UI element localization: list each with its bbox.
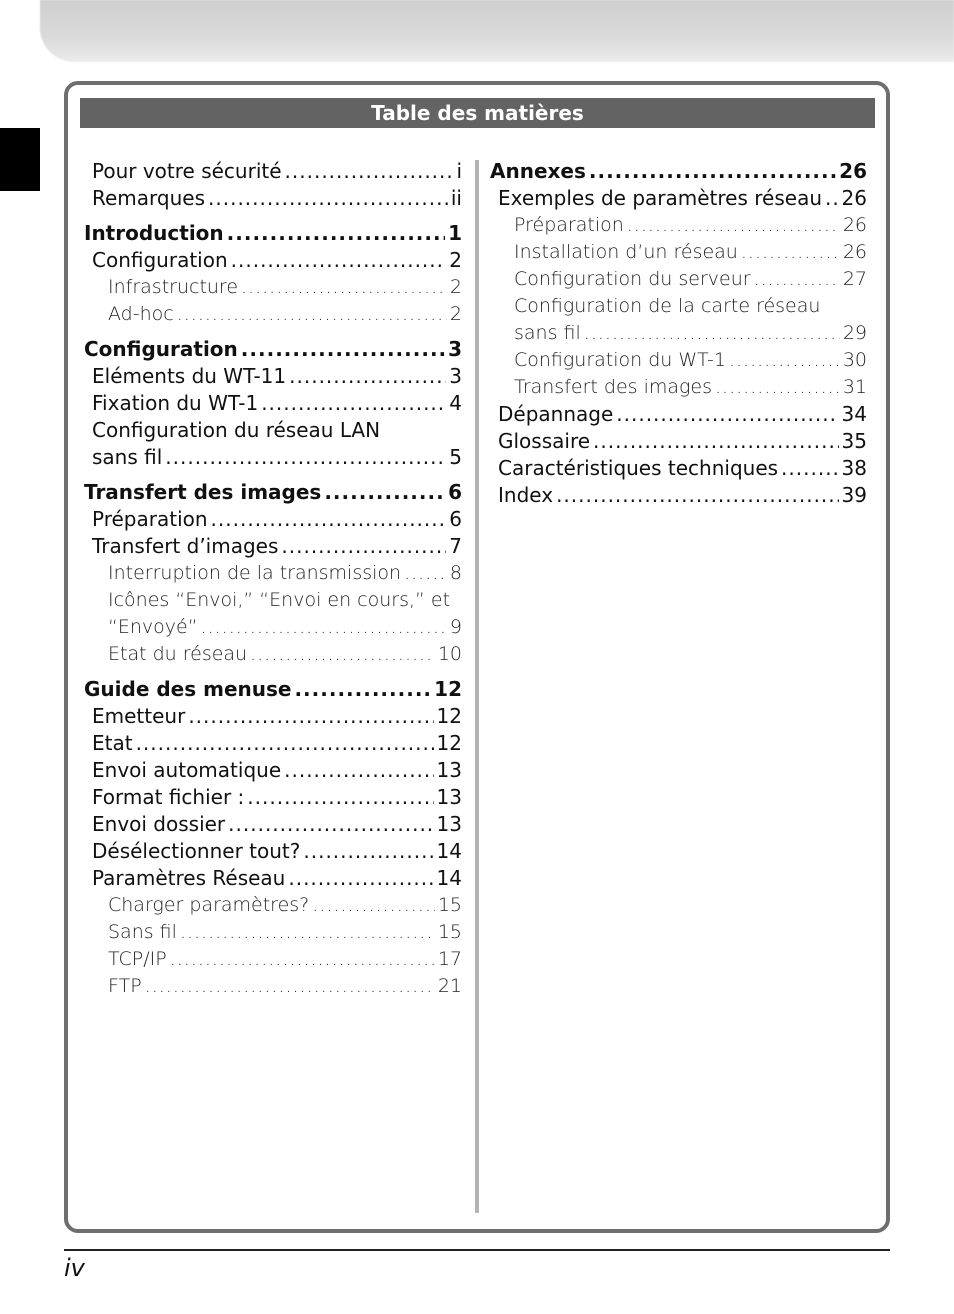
dot-leader [170, 946, 435, 973]
toc-entry-title: sans fil [514, 322, 581, 344]
toc-entry-page: 12 [436, 704, 462, 728]
toc-entry[interactable] [92, 185, 462, 212]
toc-entry-title: Index [498, 483, 554, 507]
toc-entry[interactable] [108, 892, 462, 919]
toc-entry-page: 6 [449, 507, 462, 531]
toc-entry-page: 10 [437, 643, 462, 665]
toc-entry-page: 14 [436, 866, 462, 890]
toc-entry-title: Infrastructure [108, 276, 239, 298]
toc-entry-page: 26 [841, 186, 867, 210]
toc-entry[interactable] [92, 158, 462, 185]
dot-leader [556, 482, 838, 509]
toc-entry[interactable] [498, 401, 867, 428]
toc-entry-page: 4 [449, 391, 462, 415]
dot-leader [584, 320, 840, 347]
toc-entry-page: 3 [448, 337, 462, 361]
toc-left-column [84, 158, 462, 1000]
toc-entry-title: Fixation du WT-1 [92, 391, 259, 415]
toc-entry-title: Transfert des images [514, 376, 712, 398]
dot-leader [231, 247, 447, 274]
toc-entry-page: 1 [448, 221, 462, 245]
toc-entry-page: 30 [842, 349, 867, 371]
toc-entry-page: 12 [434, 677, 462, 701]
toc-entry-page: 31 [842, 376, 867, 398]
toc-entry-page: 2 [449, 276, 462, 298]
toc-entry[interactable] [92, 533, 462, 560]
toc-entry-page: 15 [437, 894, 462, 916]
toc-entry[interactable] [490, 158, 867, 185]
toc-entry[interactable] [108, 301, 462, 328]
toc-entry-title: Configuration [92, 248, 228, 272]
dot-leader [289, 363, 446, 390]
dot-leader [589, 158, 836, 185]
toc-entry[interactable] [92, 784, 462, 811]
dot-leader [145, 973, 435, 1000]
toc-entry-title: “Envoyé” [108, 616, 198, 638]
toc-entry[interactable] [92, 703, 462, 730]
toc-entry-title: Désélectionner tout? [92, 839, 301, 863]
dot-leader [404, 560, 447, 587]
toc-entry-page: 12 [436, 731, 462, 755]
toc-entry-title: Charger paramètres? [108, 894, 310, 916]
dot-leader [165, 444, 446, 471]
toc-entry-page: 7 [449, 534, 462, 558]
toc-entry-page: 2 [449, 303, 462, 325]
toc-entry-title: Glossaire [498, 429, 591, 453]
dot-leader [825, 185, 839, 212]
dot-leader [241, 336, 445, 363]
dot-leader [294, 676, 431, 703]
toc-entry[interactable] [498, 428, 867, 455]
toc-entry[interactable] [498, 455, 867, 482]
toc-entry-page: 6 [448, 480, 462, 504]
toc-entry[interactable] [92, 363, 462, 390]
toc-entry-lead: Configuration du réseau LAN [92, 418, 381, 442]
toc-entry-title: Dépannage [498, 402, 614, 426]
page-header-band [40, 0, 954, 62]
dot-leader [247, 784, 433, 811]
toc-entry-title: Emetteur [92, 704, 186, 728]
toc-entry[interactable] [108, 641, 462, 668]
dot-leader [729, 347, 840, 374]
toc-entry-page: 34 [841, 402, 867, 426]
toc-entry[interactable] [514, 320, 867, 347]
toc-entry-page: 38 [841, 456, 867, 480]
toc-entry[interactable] [108, 946, 462, 973]
dot-leader [227, 220, 445, 247]
toc-entry-title: Installation d’un réseau [514, 241, 738, 263]
toc-entry[interactable] [108, 614, 462, 641]
toc-entry[interactable] [514, 239, 867, 266]
toc-entry-title: Exemples de paramètres réseau [498, 186, 823, 210]
toc-entry-title: Configuration du serveur [514, 268, 751, 290]
dot-leader [136, 730, 434, 757]
toc-entry-title: Format fichier : [92, 785, 245, 809]
toc-entry-title: Transfert des images [84, 480, 322, 504]
page-number: iv [64, 1254, 85, 1282]
toc-entry-page: 5 [449, 445, 462, 469]
toc-entry-lead: Icônes “Envoi,” “Envoi en cours,” et [108, 589, 451, 611]
toc-title: Table des matières [80, 98, 875, 128]
toc-entry[interactable] [92, 506, 462, 533]
dot-leader [715, 374, 840, 401]
toc-entry-page: 26 [839, 159, 867, 183]
toc-entry[interactable] [108, 973, 462, 1000]
toc-entry-page: 13 [436, 758, 462, 782]
toc-entry-title: Envoi dossier [92, 812, 226, 836]
toc-entry-title: Configuration du WT-1 [514, 349, 726, 371]
toc-entry-title: Etat du réseau [108, 643, 248, 665]
toc-entry-page: 14 [436, 839, 462, 863]
dot-leader [593, 428, 839, 455]
dot-leader [627, 212, 840, 239]
toc-entry[interactable] [514, 347, 867, 374]
toc-entry[interactable] [92, 865, 462, 892]
toc-entry-page: i [456, 159, 462, 183]
dot-leader [201, 614, 447, 641]
dot-leader [754, 266, 840, 293]
toc-entry[interactable] [498, 482, 867, 509]
toc-entry-page: 21 [437, 975, 462, 997]
toc-entry[interactable] [108, 919, 462, 946]
toc-entry-title: Annexes [490, 159, 586, 183]
toc-entry-title: Eléments du WT-11 [92, 364, 287, 388]
toc-entry-title: Préparation [514, 214, 624, 236]
toc-entry-title: Interruption de la transmission [108, 562, 402, 584]
toc-entry-page: 2 [449, 248, 462, 272]
toc-entry[interactable] [514, 266, 867, 293]
dot-leader [211, 506, 447, 533]
chapter-tab-marker [0, 128, 40, 191]
dot-leader [285, 158, 454, 185]
toc-entry-title: Ad-hoc [108, 303, 174, 325]
toc-entry-page: ii [450, 186, 462, 210]
dot-leader [250, 641, 435, 668]
toc-entry-title: Envoi automatique [92, 758, 282, 782]
dot-leader [188, 703, 433, 730]
dot-leader [324, 479, 445, 506]
toc-entry[interactable] [108, 274, 462, 301]
toc-entry[interactable] [92, 730, 462, 757]
toc-entry[interactable] [84, 220, 462, 247]
toc-entry[interactable] [92, 757, 462, 784]
toc-entry-page: 3 [449, 364, 462, 388]
toc-entry-page: 27 [842, 268, 867, 290]
toc-entry-title: Transfert d’images [92, 534, 279, 558]
toc-entry[interactable] [92, 811, 462, 838]
toc-entry-page: 35 [841, 429, 867, 453]
dot-leader [177, 301, 447, 328]
toc-entry-page: 39 [841, 483, 867, 507]
toc-entry-title: Configuration [84, 337, 238, 361]
dot-leader [281, 533, 446, 560]
footer-rule [64, 1249, 890, 1251]
dot-leader [241, 274, 447, 301]
toc-entry-page: 15 [437, 921, 462, 943]
column-divider [475, 160, 479, 1213]
toc-entry-page: 8 [449, 562, 462, 584]
dot-leader [208, 185, 448, 212]
dot-leader [261, 390, 446, 417]
toc-entry[interactable] [498, 185, 867, 212]
toc-entry-title: Etat [92, 731, 133, 755]
toc-entry[interactable] [84, 479, 462, 506]
toc-entry-title: sans fil [92, 445, 163, 469]
toc-entry-page: 13 [436, 812, 462, 836]
toc-entry[interactable] [84, 336, 462, 363]
toc-entry-title: Préparation [92, 507, 208, 531]
dot-leader [228, 811, 433, 838]
toc-entry-title: Remarques [92, 186, 206, 210]
dot-leader [781, 455, 839, 482]
dot-leader [741, 239, 840, 266]
toc-entry-page: 26 [842, 241, 867, 263]
toc-entry[interactable] [92, 390, 462, 417]
toc-entry[interactable] [514, 374, 867, 401]
toc-entry-title: Introduction [84, 221, 224, 245]
toc-right-column [490, 158, 867, 509]
dot-leader [312, 892, 435, 919]
toc-entry-page: 17 [437, 948, 462, 970]
toc-entry[interactable] [514, 212, 867, 239]
toc-entry-title: FTP [108, 975, 142, 997]
toc-entry-title: Pour votre sécurité [92, 159, 282, 183]
toc-entry[interactable] [92, 444, 462, 471]
toc-entry-title: Caractéristiques techniques [498, 456, 779, 480]
toc-entry-title: Sans fil [108, 921, 177, 943]
dot-leader [616, 401, 838, 428]
dot-leader [180, 919, 435, 946]
toc-entry[interactable] [92, 247, 462, 274]
toc-entry[interactable] [108, 560, 462, 587]
dot-leader [303, 838, 433, 865]
toc-entry[interactable] [84, 676, 462, 703]
toc-entry-lead: Configuration de la carte réseau [514, 295, 821, 317]
dot-leader [288, 865, 433, 892]
toc-entry-title: TCP/IP [108, 948, 167, 970]
toc-entry[interactable] [92, 838, 462, 865]
toc-entry-title: Guide des menuse [84, 677, 292, 701]
toc-entry-page: 9 [449, 616, 462, 638]
toc-entry-page: 26 [842, 214, 867, 236]
toc-entry-page: 13 [436, 785, 462, 809]
toc-entry-page: 29 [842, 322, 867, 344]
toc-entry-title: Paramètres Réseau [92, 866, 286, 890]
dot-leader [284, 757, 433, 784]
